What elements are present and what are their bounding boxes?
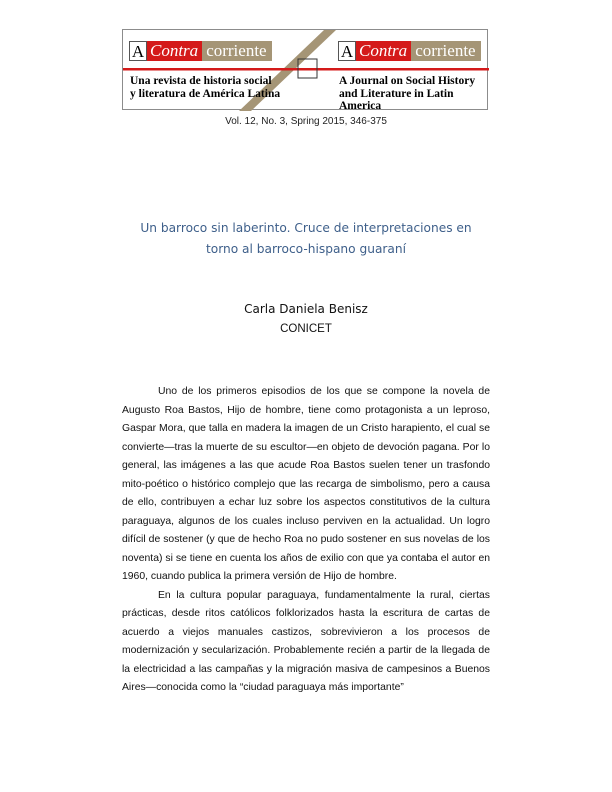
logo-spanish xyxy=(129,41,272,61)
tagline-english xyxy=(339,75,487,113)
article-body xyxy=(122,383,490,698)
logo-english xyxy=(338,41,481,61)
article-title-line1: Un barroco sin laberinto. Cruce de interpretaciones en xyxy=(140,221,472,235)
author-affiliation: CONICET xyxy=(280,323,332,335)
tagline-english-line1: A Journal on Social History xyxy=(339,75,476,87)
logo-corriente: corriente xyxy=(411,41,480,61)
tagline-spanish-line1: Una revista de historia social xyxy=(130,75,272,87)
body-paragraph-2: En la cultura popular paraguaya, fundamentalmente la rural, ciertas prácticas, desde ritos católicos folklorizados hasta la escritura de cartas de acuerdo a viejos manuales castizos, sobrevivieron a los procesos de modernización y secularización. Probablemente recién a partir de la llegada de la electricidad a las campañas y la migración masiva de campesinos a Buenos Aires—conocida como la “ciudad paraguaya más importante” xyxy=(122,589,490,693)
body-paragraph-1: Uno de los primeros episodios de los que se compone la novela de Augusto Roa Bastos, Hijo de hombre, tiene como protagonista a un leproso, Gaspar Mora, que talla en madera la imagen de un Cristo harapiento, el cual se convierte—tras la muerte de su escultor—en objeto de devoción pagana. Por lo general, las imágenes a las que acude Roa Bastos suelen tener un trasfondo mito-poético o histórico complejo que las recarga de simbolismo, pero a causa de ello, contribuyen a echar luz sobre los aspectos constitutivos de la cultura paraguaya, algunos de los cuales incluso perviven en la actualidad. Un logro difícil de sostener (y que de hecho Roa no pudo sostener en sus novelas de los noventa) si se tiene en cuenta los años de exilio con que ya contaba el autor en 1960, cuando publica la primera versión de Hijo de hombre. xyxy=(122,386,490,582)
tagline-english-line2: and Literature in Latin America xyxy=(339,87,454,112)
volume-info: Vol. 12, No. 3, Spring 2015, 346-375 xyxy=(225,116,387,127)
tagline-spanish-line2: y literatura de América Latina xyxy=(130,87,281,100)
logo-contra: Contra xyxy=(147,41,202,61)
logo-contra: Contra xyxy=(356,41,411,61)
banner-red-rule xyxy=(123,68,489,71)
tagline-spanish xyxy=(130,75,305,100)
journal-header-banner xyxy=(122,29,488,110)
article-title xyxy=(120,218,492,260)
logo-letter-a: A xyxy=(129,41,147,61)
logo-corriente: corriente xyxy=(202,41,271,61)
author-name: Carla Daniela Benisz xyxy=(244,302,368,316)
logo-letter-a: A xyxy=(338,41,356,61)
article-title-line2: torno al barroco-hispano guaraní xyxy=(205,242,407,256)
